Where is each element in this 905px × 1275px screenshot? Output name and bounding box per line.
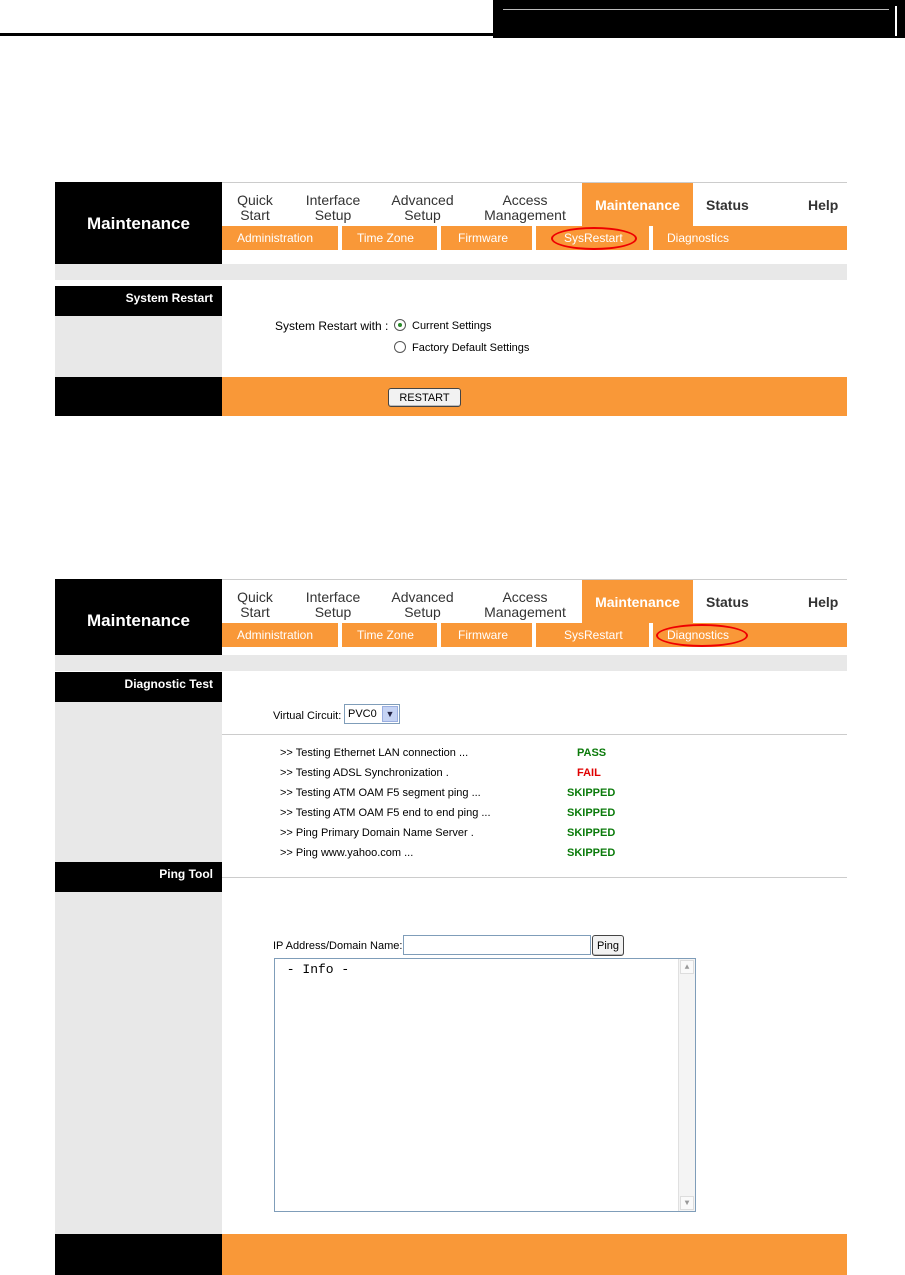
info-text: - Info - <box>279 962 350 977</box>
section-title: Diagnostic Test <box>55 672 222 702</box>
section-title: System Restart <box>55 286 222 316</box>
nav-label: Advanced <box>391 192 454 208</box>
nav-status[interactable]: Status <box>706 197 749 213</box>
info-textarea[interactable] <box>274 958 696 1212</box>
test-label: >> Ping Primary Domain Name Server . <box>280 827 474 839</box>
left-column <box>55 702 222 862</box>
ip-input[interactable] <box>403 935 591 955</box>
subnav-time-zone[interactable]: Time Zone <box>357 628 414 642</box>
sub-nav <box>222 623 847 647</box>
subnav-administration[interactable]: Administration <box>237 628 314 642</box>
nav-label: Setup <box>314 207 352 223</box>
nav-label: Setup <box>404 207 441 223</box>
test-result: SKIPPED <box>567 807 616 819</box>
chevron-down-icon[interactable]: ▼ <box>382 706 398 722</box>
divider <box>222 877 847 878</box>
nav-help[interactable]: Help <box>808 197 839 213</box>
nav-label: Start <box>240 604 270 620</box>
restart-label: System Restart with : <box>275 319 389 333</box>
vc-label: Virtual Circuit: <box>273 710 342 722</box>
footer-bar <box>222 1234 847 1275</box>
subnav-separator <box>649 623 653 647</box>
page-header-right <box>493 0 905 38</box>
left-column <box>55 316 222 377</box>
nav-label: Access <box>502 192 548 208</box>
test-label: >> Testing Ethernet LAN connection ... <box>280 747 469 759</box>
nav-label: Management <box>484 207 566 223</box>
subnav-administration[interactable]: Administration <box>237 231 314 245</box>
nav-interface-setup[interactable] <box>298 590 368 620</box>
nav-quick-start[interactable] <box>230 193 280 223</box>
subnav-diagnostics[interactable]: Diagnostics <box>667 628 730 642</box>
nav-help[interactable]: Help <box>808 594 839 610</box>
diagnostics-panel <box>55 579 847 1275</box>
test-result: PASS <box>577 747 607 759</box>
highlight-ring <box>656 624 748 647</box>
subnav-firmware[interactable]: Firmware <box>458 628 508 642</box>
test-label: >> Testing ATM OAM F5 end to end ping ... <box>280 807 491 819</box>
test-result: SKIPPED <box>567 827 616 839</box>
radio-factory-default[interactable] <box>394 341 406 353</box>
sysrestart-panel <box>55 182 847 416</box>
nav-label: Quick <box>237 589 273 605</box>
nav-label: Interface <box>305 192 361 208</box>
footer-left <box>55 1234 222 1275</box>
nav-label: Management <box>484 604 566 620</box>
vc-select[interactable] <box>344 704 400 724</box>
nav-access-management[interactable] <box>475 193 575 223</box>
header-divider <box>895 6 897 36</box>
grey-band <box>55 264 847 280</box>
scroll-down-icon[interactable]: ▼ <box>680 1196 694 1210</box>
page-title: Maintenance <box>55 579 222 663</box>
section-title: Ping Tool <box>55 862 222 892</box>
nav-label: Access <box>502 589 548 605</box>
vc-value: PVC0 <box>348 708 377 720</box>
test-label: >> Testing ATM OAM F5 segment ping ... <box>280 787 481 799</box>
grey-band <box>55 655 847 671</box>
restart-button[interactable]: RESTART <box>388 388 461 407</box>
subnav-sysrestart[interactable]: SysRestart <box>564 231 623 245</box>
test-label: >> Testing ADSL Synchronization . <box>280 767 449 779</box>
subnav-firmware[interactable]: Firmware <box>458 231 508 245</box>
subnav-separator <box>532 623 536 647</box>
nav-quick-start[interactable] <box>230 590 280 620</box>
footer-bar <box>222 377 847 416</box>
nav-status[interactable]: Status <box>706 594 749 610</box>
test-result: SKIPPED <box>567 787 616 799</box>
nav-advanced-setup[interactable] <box>385 193 460 223</box>
subnav-separator <box>338 623 342 647</box>
subnav-separator <box>532 226 536 250</box>
subnav-separator <box>649 226 653 250</box>
test-result: SKIPPED <box>567 847 616 859</box>
subnav-time-zone[interactable]: Time Zone <box>357 231 414 245</box>
subnav-separator <box>437 226 441 250</box>
nav-label: Setup <box>404 604 441 620</box>
nav-label: Start <box>240 207 270 223</box>
nav-label: Setup <box>314 604 352 620</box>
left-column <box>55 892 222 1234</box>
nav-maintenance[interactable]: Maintenance <box>582 183 693 227</box>
nav-label: Quick <box>237 192 273 208</box>
subnav-sysrestart[interactable]: SysRestart <box>564 628 623 642</box>
test-result: FAIL <box>577 767 601 779</box>
nav-access-management[interactable] <box>475 590 575 620</box>
header-rule <box>503 9 889 10</box>
nav-label: Interface <box>305 589 361 605</box>
nav-interface-setup[interactable] <box>298 193 368 223</box>
radio-current-settings[interactable] <box>394 319 406 331</box>
nav-label: Advanced <box>391 589 454 605</box>
sub-nav <box>222 226 847 250</box>
page-header-left <box>0 0 493 36</box>
ping-button[interactable]: Ping <box>592 935 624 956</box>
page-title: Maintenance <box>55 182 222 266</box>
subnav-diagnostics[interactable]: Diagnostics <box>667 231 730 245</box>
subnav-separator <box>338 226 342 250</box>
test-label: >> Ping www.yahoo.com ... <box>280 847 414 859</box>
subnav-separator <box>437 623 441 647</box>
nav-maintenance[interactable]: Maintenance <box>582 580 693 624</box>
scrollbar[interactable] <box>678 959 695 1211</box>
option-factory-default: Factory Default Settings <box>412 342 530 354</box>
highlight-ring <box>551 227 637 250</box>
scroll-up-icon[interactable]: ▲ <box>680 960 694 974</box>
ip-label: IP Address/Domain Name: <box>273 940 403 952</box>
nav-advanced-setup[interactable] <box>385 590 460 620</box>
option-current-settings: Current Settings <box>412 320 492 332</box>
footer-left <box>55 377 222 416</box>
divider <box>222 734 847 735</box>
